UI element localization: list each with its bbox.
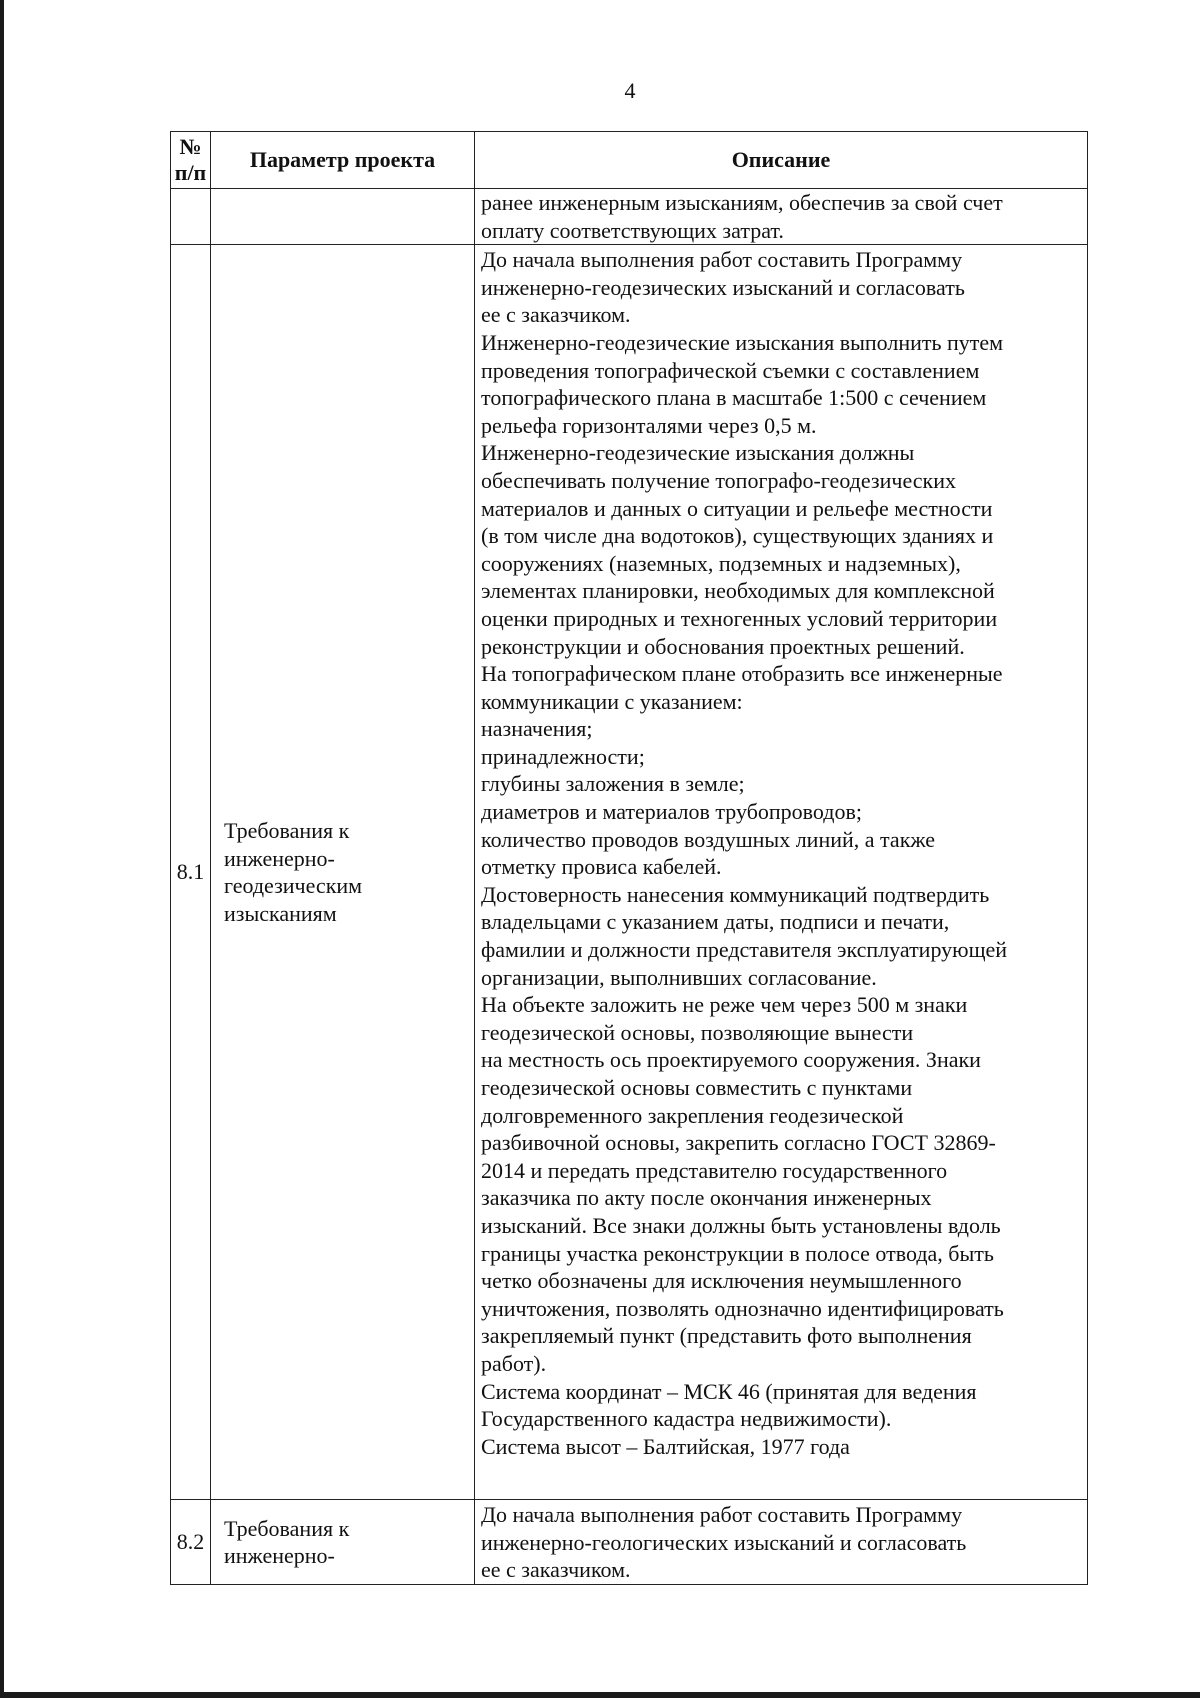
row-num-cell: 8.1 [171,245,211,1500]
row-num-cell [171,189,211,245]
text-line: глубины заложения в земле; [481,771,745,797]
text-line: До начала выполнения работ составить Программу [481,1502,963,1528]
text-line: работ). [481,1350,547,1376]
text-line: принадлежности; [481,743,645,769]
row-desc-cell [475,245,1088,1500]
table-header-row [171,132,1088,189]
text-line: Инженерно-геодезические изыскания должны [481,440,915,466]
text-line: 2014 и передать представителю государственного [481,1157,948,1183]
row-num-cell: 8.2 [171,1500,211,1585]
text-line: уничтожения, позволять однозначно идентифицировать [481,1295,1004,1321]
text-line: изысканий. Все знаки должны быть установлены вдоль [481,1212,1001,1238]
text-line: инженерно- [224,1543,335,1569]
text-line: Требования к [224,1515,350,1541]
text-line: На объекте заложить не реже чем через 500 м знаки [481,992,968,1018]
row-param-cell [211,189,475,245]
text-line: геодезическим [224,873,363,899]
page-number: 4 [624,78,636,103]
text-line: ее с заказчиком. [481,302,631,328]
text-line: материалов и данных о ситуации и рельефе местности [481,495,993,521]
text-line: изысканиям [224,900,337,926]
text-line: четко обозначены для исключения неумышленного [481,1268,962,1294]
table-row [171,245,1088,1500]
text-line: инженерно-геологических изысканий и согласовать [481,1529,967,1555]
requirements-table [170,131,1088,1585]
text-line: инженерно- [224,845,335,871]
text-line: Достоверность нанесения коммуникаций подтвердить [481,881,990,907]
text-line: долговременного закрепления геодезической [481,1102,904,1128]
text-line: Система координат – МСК 46 (принятая для ведения [481,1378,977,1404]
text-line: геодезической основы совместить с пунктами [481,1075,913,1100]
text-line: заказчика по акту после окончания инженерных [481,1185,932,1211]
text-line: разбивочной основы, закрепить согласно ГОСТ 32869- [481,1130,996,1156]
text-line: ранее инженерным изысканиям, обеспечив за свой счет [481,190,1003,215]
text-line: Государственного кадастра недвижимости). [481,1406,892,1432]
text-line: рельефа горизонталями через 0,5 м. [481,412,817,438]
text-line: геодезической основы, позволяющие вынести [481,1019,914,1045]
text-line: коммуникации с указанием: [481,688,743,714]
text-line: (в том числе дна водотоков), существующих зданиях и [481,523,994,549]
text-line: До начала выполнения работ составить Программу [481,247,963,273]
header-num-line: № [179,134,202,159]
text-line: На топографическом плане отобразить все инженерные [481,661,1003,687]
header-desc: Описание [475,132,1088,189]
text-line: Система высот – Балтийская, 1977 года [481,1433,850,1459]
text-line: отметку провиса кабелей. [481,854,722,880]
header-num [171,132,211,189]
scan-edge-left [0,0,4,1698]
row-param-cell [211,245,475,1500]
text-line: Инженерно-геодезические изыскания выполнить путем [481,329,1004,355]
row-desc-cell [475,1500,1088,1585]
text-line: организации, выполнивших согласование. [481,964,877,990]
text-line: ее с заказчиком. [481,1557,631,1583]
text-line: реконструкции и обоснования проектных решений. [481,633,965,659]
text-line: проведения топографической съемки с составлением [481,357,980,383]
scan-edge-bottom [0,1692,1200,1698]
text-line: фамилии и должности представителя эксплуатирующей [481,937,1008,963]
text-line: закрепляемый пункт (представить фото выполнения [481,1323,972,1349]
text-line: количество проводов воздушных линий, а также [481,826,936,852]
text-line: назначения; [481,716,593,742]
text-line: элементах планировки, необходимых для комплексной [481,578,995,604]
text-line: диаметров и материалов трубопроводов; [481,799,862,825]
table-row [171,189,1088,245]
text-line: сооружениях (наземных, подземных и надземных), [481,550,961,576]
text-line: обеспечивать получение топографо-геодезических [481,467,956,493]
row-desc-cell [475,189,1088,245]
text-line: границы участка реконструкции в полосе отвода, быть [481,1240,994,1266]
text-line: владельцами с указанием даты, подписи и печати, [481,909,950,935]
text-line: на местность ось проектируемого сооружения. Знаки [481,1047,981,1073]
row-param-cell [211,1500,475,1585]
text-line: оплату соответствующих затрат. [481,217,784,243]
text-line: Требования к [224,818,350,843]
header-num-line: п/п [174,160,207,185]
text-line: инженерно-геодезических изысканий и согласовать [481,274,965,300]
table-row [171,1500,1088,1585]
header-param: Параметр проекта [211,132,475,189]
text-line: оценки природных и техногенных условий территории [481,605,998,631]
text-line: топографического плана в масштабе 1:500 с сечением [481,385,987,411]
